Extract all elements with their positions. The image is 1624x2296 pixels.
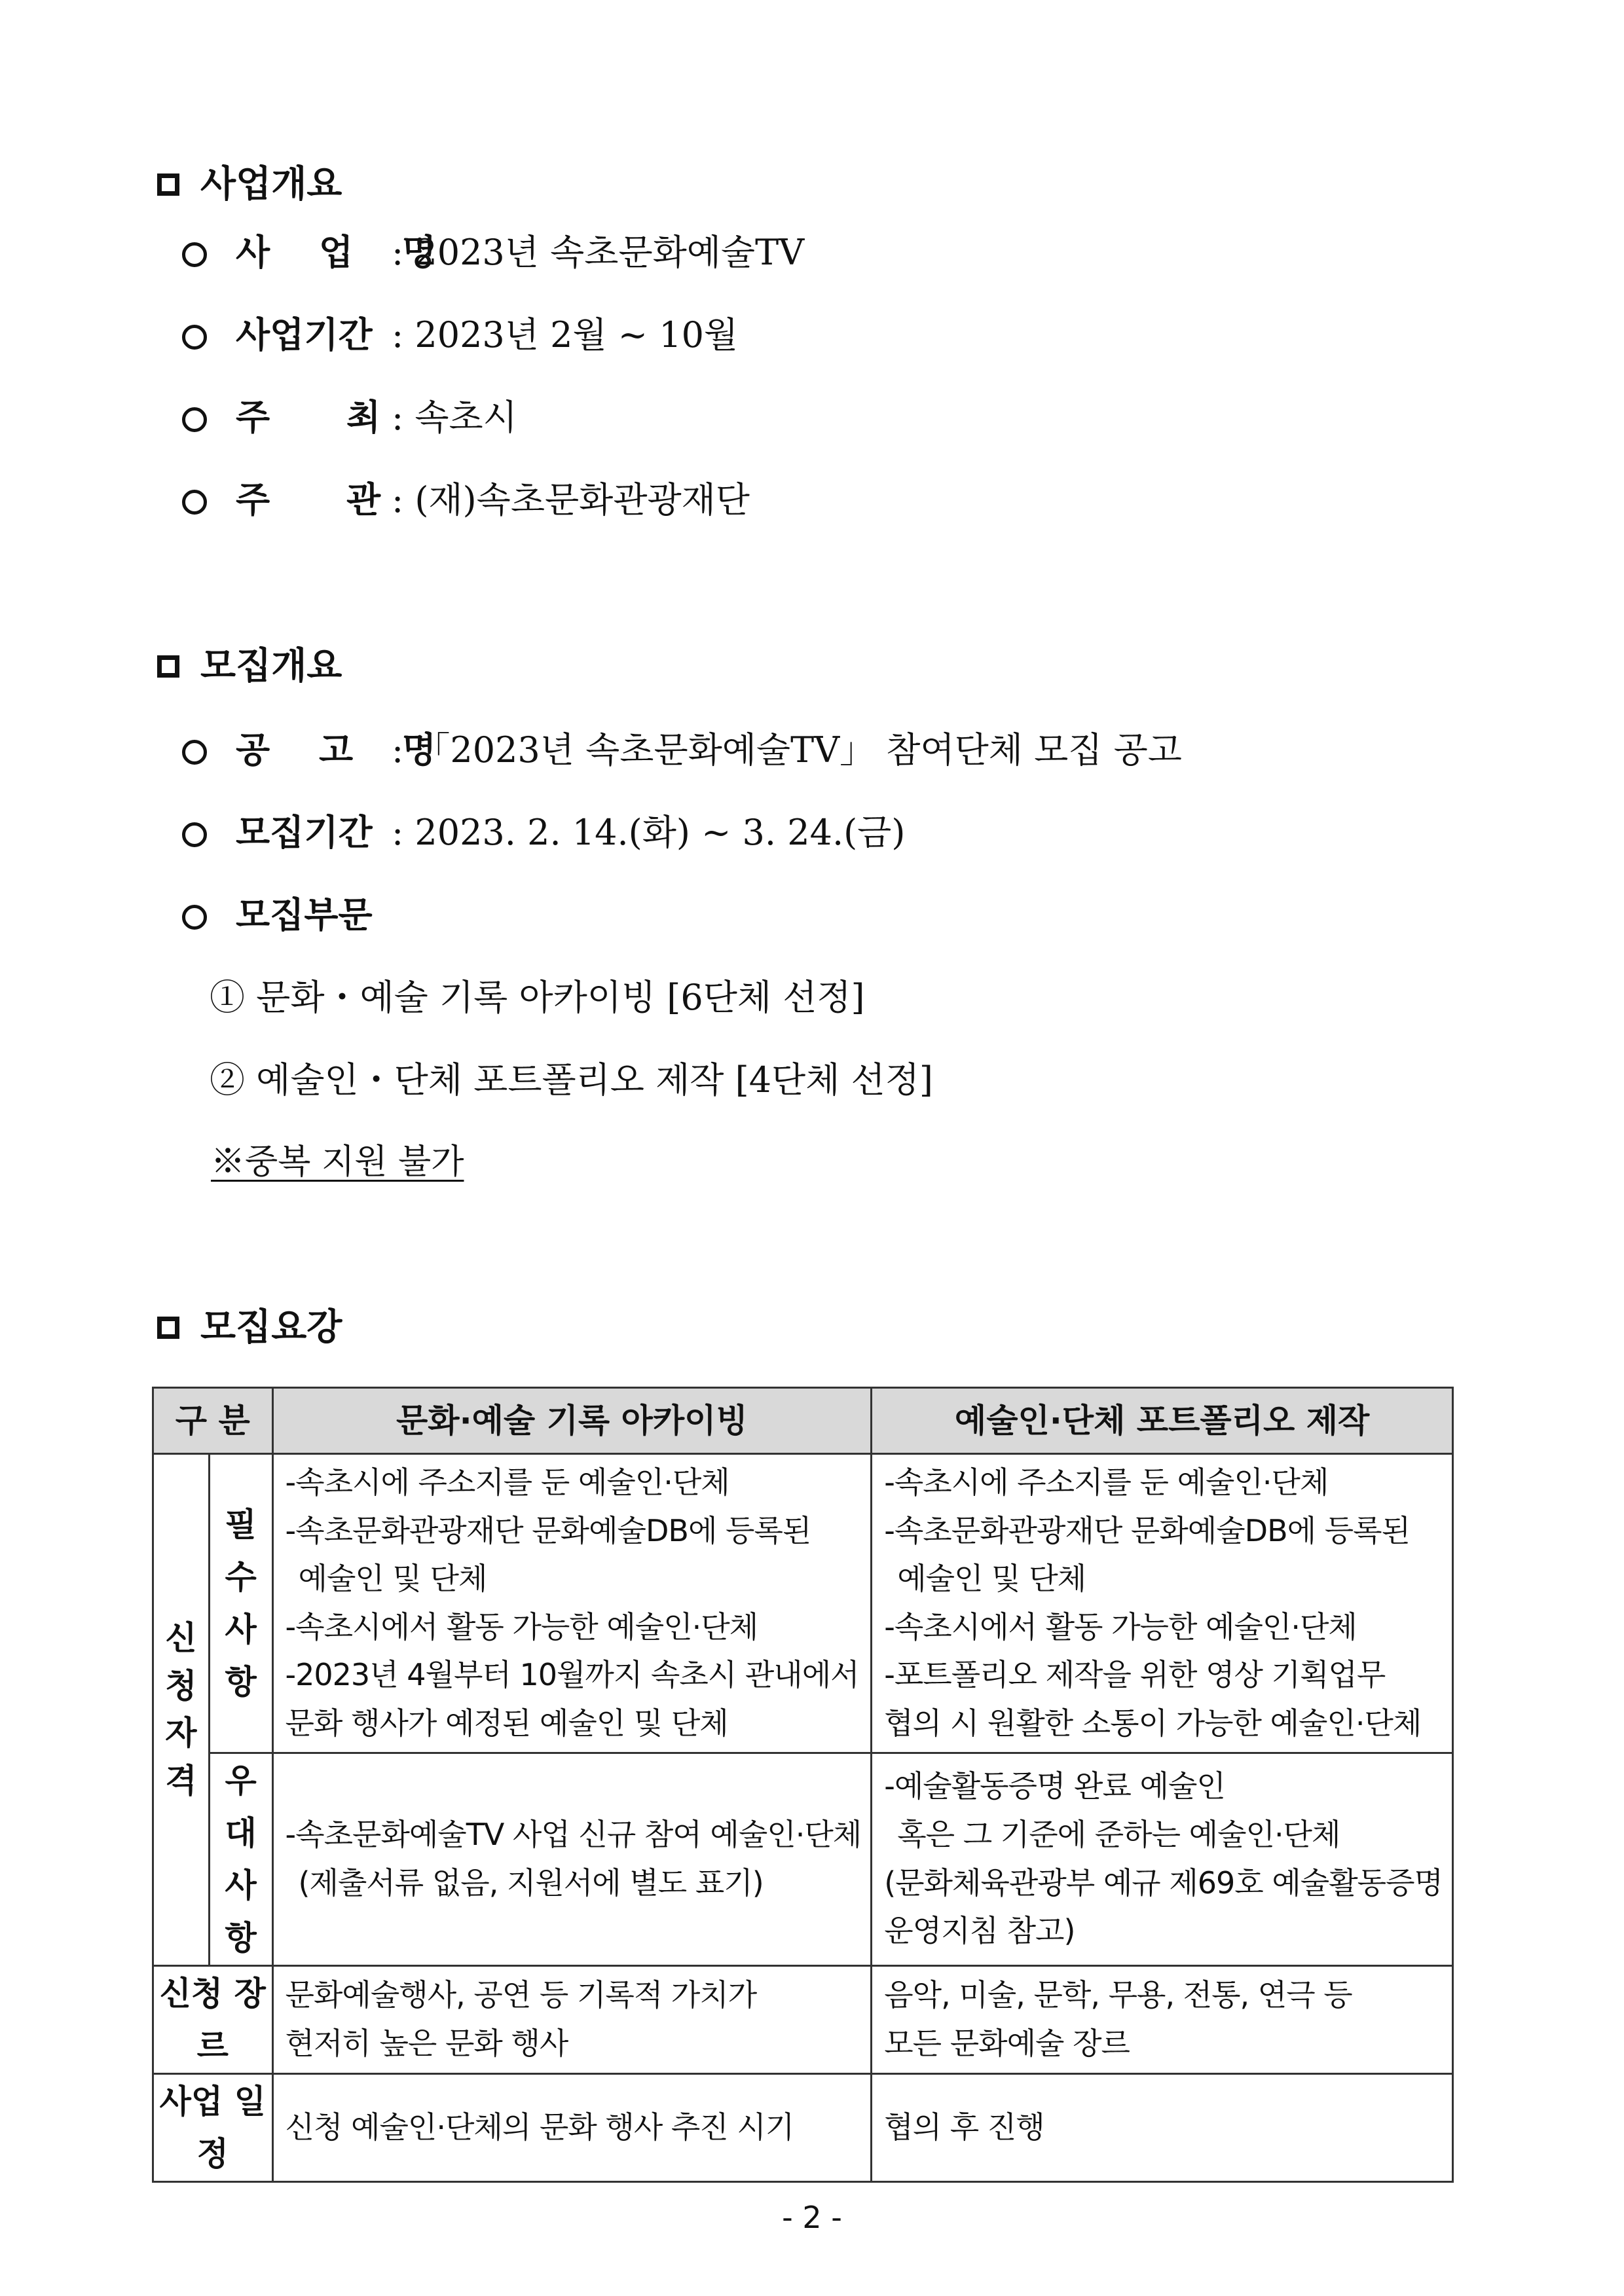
circle-bullet-icon — [182, 490, 207, 515]
schedule-label: 사업 일정 — [153, 2073, 273, 2181]
table-row-genre — [153, 1965, 1453, 2073]
overview-row-period: 사업기간 : 2023년 2월 ~ 10월 — [182, 314, 738, 357]
genre-label: 신청 장르 — [153, 1965, 273, 2073]
section-heading-overview: 사업개요 — [157, 166, 342, 203]
schedule-archiving: 신청 예술인·단체의 문화 행사 추진 시기 — [272, 2073, 872, 2181]
circle-bullet-icon — [182, 905, 207, 930]
required-portfolio: -속초시에 주소지를 둔 예술인·단체 -속초문화관광재단 문화예술DB에 등록된 예술인 및 단체 -속초시에서 활동 가능한 예술인·단체 -포트폴리오 제작을 위한 영상 기획업무 협의 시 원활한 소통이 가능한 예술인·단체 — [872, 1454, 1453, 1753]
page-number: - 2 - — [782, 2200, 842, 2235]
table-row-required — [153, 1454, 1453, 1753]
eligibility-label: 신청자격 — [153, 1454, 210, 1966]
recruit-category-2: ② 예술인・단체 포트폴리오 제작 [4단체 선정] — [210, 1059, 933, 1101]
overview-row-name: 사 업 명 : 2023년 속초문화예술TV — [182, 232, 804, 274]
square-bullet-icon — [157, 1317, 179, 1339]
recruit-row-period: 모집기간 : 2023. 2. 14.(화) ~ 3. 24.(금) — [182, 812, 905, 854]
circle-bullet-icon — [182, 325, 207, 350]
genre-archiving: 문화예술행사, 공연 등 기록적 가치가 현저히 높은 문화 행사 — [272, 1965, 872, 2073]
overview-row-organizer: 주 관 : (재)속초문화관광재단 — [182, 479, 750, 522]
overview-row-host: 주 최 : 속초시 — [182, 397, 517, 439]
preferred-archiving: -속초문화예술TV 사업 신규 참여 예술인·단체 (제출서류 없음, 지원서에 별도 표기) — [272, 1753, 872, 1965]
table-row-schedule — [153, 2073, 1453, 2181]
section-heading-guide: 모집요강 — [157, 1309, 342, 1346]
recruit-note: ※중복 지원 불가 — [211, 1142, 464, 1182]
section-heading-recruit: 모집개요 — [157, 648, 342, 685]
preferred-portfolio: -예술활동증명 완료 예술인 혹은 그 기준에 준하는 예술인·단체 (문화체육관광부 예규 제69호 예술활동증명 운영지침 참고) — [872, 1753, 1453, 1965]
schedule-portfolio: 협의 후 진행 — [872, 2073, 1453, 2181]
header-portfolio: 예술인·단체 포트폴리오 제작 — [872, 1388, 1453, 1454]
circle-bullet-icon — [182, 407, 207, 432]
required-archiving: -속초시에 주소지를 둔 예술인·단체 -속초문화관광재단 문화예술DB에 등록된 예술인 및 단체 -속초시에서 활동 가능한 예술인·단체 -2023년 4월부터 10월까지 속초시 관내에서 문화 행사가 예정된 예술인 및 단체 — [272, 1454, 872, 1753]
circle-bullet-icon — [182, 740, 207, 765]
header-archiving: 문화·예술 기록 아카이빙 — [272, 1388, 872, 1454]
genre-portfolio: 음악, 미술, 문학, 무용, 전통, 연극 등 모든 문화예술 장르 — [872, 1965, 1453, 2073]
circle-bullet-icon — [182, 822, 207, 847]
square-bullet-icon — [157, 173, 179, 196]
circle-bullet-icon — [182, 242, 207, 267]
recruit-row-title: 공 고 명 : 「2023년 속초문화예술TV」 참여단체 모집 공고 — [182, 729, 1182, 772]
header-category: 구 분 — [153, 1388, 273, 1454]
table-row-preferred — [153, 1753, 1453, 1965]
preferred-label: 우대 사항 — [209, 1753, 272, 1965]
requirements-table — [152, 1387, 1454, 2183]
recruit-category-1: ① 문화・예술 기록 아카이빙 [6단체 선정] — [210, 977, 865, 1018]
square-bullet-icon — [157, 655, 179, 678]
recruit-row-category: 모집부문 — [182, 894, 386, 937]
table-header-row — [153, 1388, 1453, 1454]
required-label: 필수 사항 — [209, 1454, 272, 1753]
